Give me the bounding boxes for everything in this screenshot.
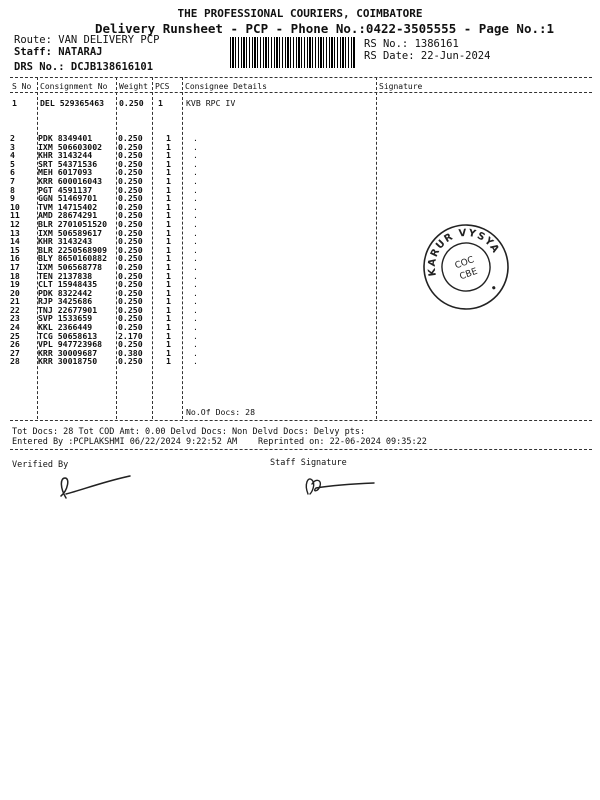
row-pcs: 1	[166, 141, 171, 152]
row-consignment: BLR 2250568909	[38, 244, 108, 255]
row-consignment: PDK 8322442	[38, 287, 93, 298]
row-details: .	[193, 347, 198, 358]
col-header-signature: Signature	[379, 82, 423, 91]
first-row-pcs: 1	[158, 98, 163, 108]
row-sno: 27	[10, 347, 20, 358]
row-weight: 0.250	[118, 287, 143, 298]
row-sno: 6	[10, 167, 15, 178]
row-weight: 0.250	[118, 133, 143, 143]
row-pcs: 1	[166, 133, 171, 143]
row-weight: 0.250	[118, 158, 143, 169]
row-details: .	[193, 322, 198, 333]
row-weight: 0.380	[118, 347, 143, 358]
row-details: .	[193, 201, 198, 212]
row-pcs: 1	[166, 322, 171, 333]
row-pcs: 1	[166, 193, 171, 204]
row-weight: 0.250	[118, 322, 143, 333]
row-consignment: VPL 947723968	[38, 339, 103, 350]
table-row	[10, 357, 253, 366]
row-sno: 20	[10, 287, 20, 298]
col-header-sno: S No	[12, 82, 32, 91]
row-details: .	[193, 133, 198, 143]
row-pcs: 1	[166, 304, 171, 315]
header-top-rule	[10, 77, 592, 78]
row-consignment: KKL 2366449	[38, 322, 93, 333]
row-sno: 22	[10, 304, 20, 315]
first-row-details: KVB RPC IV	[186, 98, 236, 108]
stamp-bank-name: KARUR VYSYA	[426, 227, 502, 277]
row-sno: 23	[10, 313, 20, 324]
row-pcs: 1	[166, 167, 171, 178]
row-consignment: KRR 600016043	[38, 175, 103, 186]
row-details: .	[193, 270, 198, 281]
row-pcs: 1	[166, 296, 171, 307]
row-pcs: 1	[166, 279, 171, 290]
row-sno: 18	[10, 270, 20, 281]
row-pcs: 1	[166, 201, 171, 212]
col-header-pcs: PCS	[155, 82, 170, 91]
row-sno: 3	[10, 141, 15, 152]
row-pcs: 1	[166, 175, 171, 186]
verified-signature	[52, 470, 132, 504]
row-pcs: 1	[166, 244, 171, 255]
stamp-line-1: COC	[453, 255, 476, 272]
row-details: .	[193, 167, 198, 178]
row-sno: 12	[10, 218, 20, 229]
entered-by: Entered By :PCPLAKSHMI 06/22/2024 9:22:52 AM	[12, 437, 238, 447]
drs-number: DRS No.: DCJB138616101	[14, 61, 154, 73]
row-consignment: CLT 15948435	[38, 279, 98, 290]
row-details: .	[193, 261, 198, 272]
row-details: .	[193, 339, 198, 350]
row-details: .	[193, 158, 198, 169]
row-sno: 7	[10, 175, 15, 186]
row-consignment: IXM 506568778	[38, 261, 103, 272]
row-consignment: MEH 6017093	[38, 167, 93, 178]
row-weight: 0.250	[118, 304, 143, 315]
bank-stamp	[421, 222, 511, 312]
row-sno: 11	[10, 210, 20, 221]
rs-date: RS Date: 22-Jun-2024	[364, 50, 491, 62]
row-details: .	[193, 253, 198, 264]
row-weight: 0.250	[118, 141, 143, 152]
row-details: .	[193, 287, 198, 298]
row-weight: 0.250	[118, 193, 143, 204]
row-consignment: AMD 28674291	[38, 210, 98, 221]
row-sno: 13	[10, 227, 20, 238]
staff-signature	[298, 470, 378, 500]
row-details: .	[193, 279, 198, 290]
row-sno: 24	[10, 322, 20, 333]
row-consignment: KRR 30009687	[38, 347, 98, 358]
row-weight: 0.250	[118, 175, 143, 186]
row-details: .	[193, 304, 198, 315]
row-consignment: BLY 8650160882	[38, 253, 108, 264]
row-sno: 5	[10, 158, 15, 169]
row-weight: 0.250	[118, 210, 143, 221]
row-sno: 8	[10, 184, 15, 195]
row-weight: 0.250	[118, 236, 143, 247]
row-pcs: 1	[166, 158, 171, 169]
row-pcs: 1	[166, 313, 171, 324]
row-weight: 0.250	[118, 244, 143, 255]
row-weight: 2.170	[118, 330, 143, 341]
row-pcs: 1	[166, 253, 171, 264]
row-pcs: 1	[166, 227, 171, 238]
col-divider	[376, 77, 377, 419]
row-details: .	[193, 141, 198, 152]
row-pcs: 1	[166, 184, 171, 195]
row-details: .	[193, 296, 198, 307]
row-pcs: 1	[166, 347, 171, 358]
row-sno: 26	[10, 339, 20, 350]
row-sno: 21	[10, 296, 20, 307]
row-sno: 16	[10, 253, 20, 264]
barcode	[230, 37, 356, 68]
row-consignment: TVM 14715402	[38, 201, 98, 212]
row-consignment: BLR 2701051520	[38, 218, 108, 229]
col-header-consignee-details: Consignee Details	[185, 82, 267, 91]
row-weight: 0.250	[118, 261, 143, 272]
row-details: .	[193, 184, 198, 195]
row-weight: 0.250	[118, 270, 143, 281]
row-sno: 9	[10, 193, 15, 204]
row-pcs: 1	[166, 339, 171, 350]
row-details: .	[193, 150, 198, 161]
row-details: .	[193, 175, 198, 186]
staff-label: Staff: NATARAJ	[14, 46, 103, 58]
row-sno: 15	[10, 244, 20, 255]
col-header-weight: Weight	[119, 82, 148, 91]
row-pcs: 1	[166, 210, 171, 221]
first-row-consignment: DEL 529365463	[40, 98, 105, 108]
row-pcs: 1	[166, 330, 171, 341]
consignment-table	[10, 134, 253, 366]
row-details: .	[193, 193, 198, 204]
row-sno: 19	[10, 279, 20, 290]
row-pcs: 1	[166, 287, 171, 298]
row-consignment: KRR 30018750	[38, 356, 98, 367]
verified-by-label: Verified By	[12, 460, 69, 470]
row-consignment: IXM 506603002	[38, 141, 103, 152]
company-title: THE PROFESSIONAL COURIERS, COIMBATORE	[177, 7, 423, 20]
row-details: .	[193, 236, 198, 247]
row-pcs: 1	[166, 261, 171, 272]
row-sno: 10	[10, 201, 20, 212]
row-weight: 0.250	[118, 227, 143, 238]
col-header-consignment: Consignment No	[40, 82, 108, 91]
row-consignment: KHR 3143244	[38, 150, 93, 161]
row-pcs: 1	[166, 270, 171, 281]
row-consignment: GGN 51469701	[38, 193, 98, 204]
row-details: .	[193, 356, 198, 367]
row-consignment: PDK 8349401	[38, 133, 93, 143]
reprinted-on: Reprinted on: 22-06-2024 09:35:22	[258, 437, 427, 447]
row-pcs: 1	[166, 218, 171, 229]
row-sno: 17	[10, 261, 20, 272]
row-consignment: PGT 4591137	[38, 184, 93, 195]
row-pcs: 1	[166, 150, 171, 161]
row-consignment: IXM 506589617	[38, 227, 103, 238]
runsheet-title: Delivery Runsheet - PCP - Phone No.:0422-3505555 - Page No.:1	[95, 21, 555, 36]
row-weight: 0.250	[118, 339, 143, 350]
row-sno: 2	[10, 133, 15, 143]
rs-number: RS No.: 1386161	[364, 38, 459, 50]
first-row-weight: 0.250	[119, 98, 144, 108]
row-pcs: 1	[166, 356, 171, 367]
row-details: .	[193, 244, 198, 255]
row-weight: 0.250	[118, 313, 143, 324]
row-consignment: TEN 2137838	[38, 270, 93, 281]
row-consignment: KHR 3143243	[38, 236, 93, 247]
row-sno: 25	[10, 330, 20, 341]
row-details: .	[193, 210, 198, 221]
row-details: .	[193, 330, 198, 341]
row-weight: 0.250	[118, 356, 143, 367]
row-sno: 14	[10, 236, 20, 247]
row-consignment: RJP 3425686	[38, 296, 93, 307]
route-label: Route: VAN DELIVERY PCP	[14, 34, 160, 46]
row-weight: 0.250	[118, 296, 143, 307]
footer-rule	[10, 449, 592, 450]
row-details: .	[193, 218, 198, 229]
row-weight: 0.250	[118, 184, 143, 195]
row-details: .	[193, 227, 198, 238]
row-sno: 28	[10, 356, 20, 367]
header-bottom-rule	[10, 92, 592, 93]
first-row-sno: 1	[12, 98, 17, 108]
row-sno: 4	[10, 150, 15, 161]
no-of-docs: No.Of Docs: 28	[186, 407, 256, 417]
table-bottom-rule	[10, 420, 592, 421]
stamp-line-2: CBE	[458, 266, 479, 283]
row-details: .	[193, 313, 198, 324]
row-weight: 0.250	[118, 167, 143, 178]
row-consignment: SRT 54371536	[38, 158, 98, 169]
staff-signature-label: Staff Signature	[270, 458, 347, 468]
row-weight: 0.250	[118, 150, 143, 161]
row-weight: 0.250	[118, 253, 143, 264]
row-consignment: TNJ 22677901	[38, 304, 98, 315]
row-consignment: TCG 50658613	[38, 330, 98, 341]
summary-line: Tot Docs: 28 Tot COD Amt: 0.00 Delvd Docs: Non Delvd Docs: Delvy pts:	[12, 427, 366, 437]
row-weight: 0.250	[118, 279, 143, 290]
row-consignment: SVP 1533659	[38, 313, 93, 324]
row-weight: 0.250	[118, 201, 143, 212]
row-pcs: 1	[166, 236, 171, 247]
row-weight: 0.250	[118, 218, 143, 229]
